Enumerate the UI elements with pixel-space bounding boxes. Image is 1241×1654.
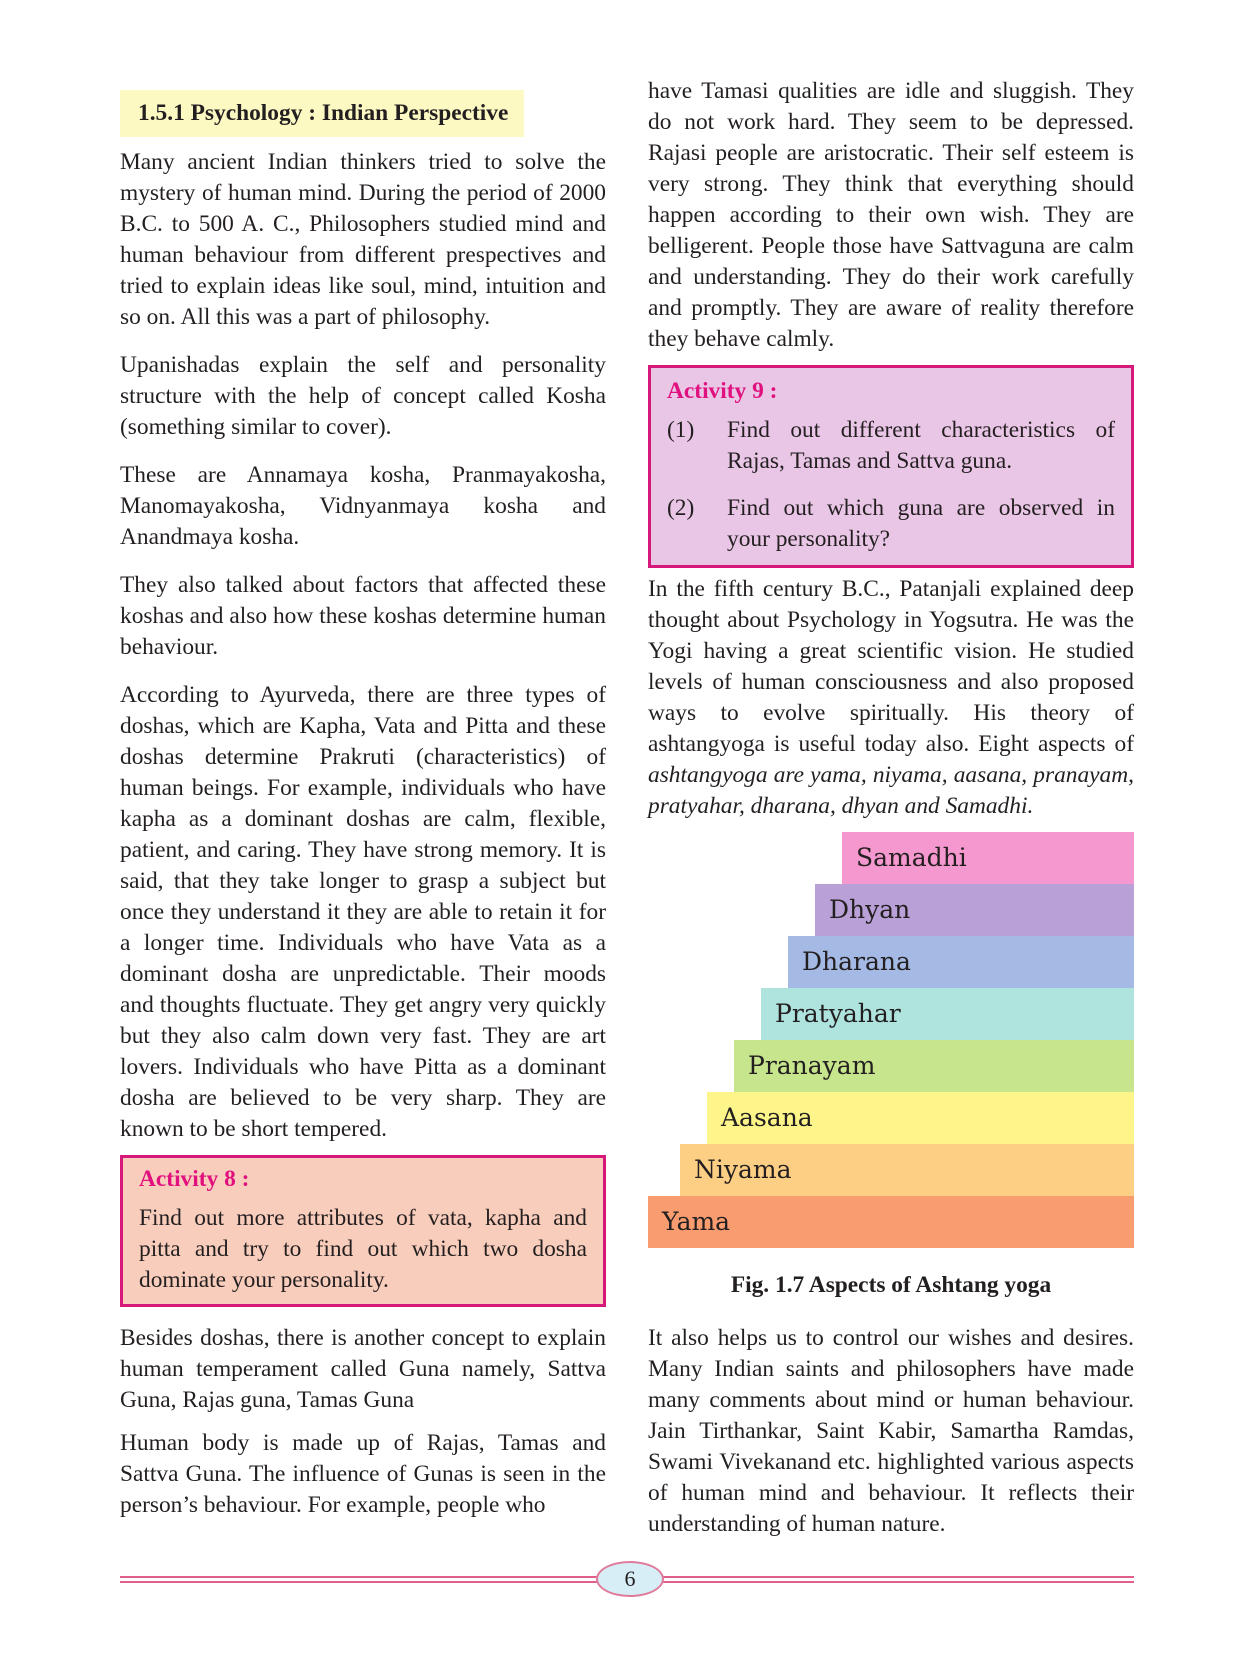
activity-9-item-number: (1) <box>667 417 695 443</box>
patanjali-italic-text: ashtangyoga are yama, niyama, aasana, pranayam, pratyahar, dharana, dhyan and Samadhi. <box>648 762 1134 819</box>
activity-9-item-text: Find out which guna are observed in your personality? <box>727 495 1115 552</box>
step-dharana: Dharana <box>788 936 1134 988</box>
paragraph-upanishadas: Upanishadas explain the self and personality structure with the help of concept called Kosha (something similar to cover). <box>120 352 606 440</box>
paragraph-patanjali <box>648 574 1134 822</box>
paragraph-human-body: Human body is made up of Rajas, Tamas and Sattva Guna. The influence of Gunas is seen in the person’s behaviour. For example, people who <box>120 1430 606 1518</box>
section-heading: 1.5.1 Psychology : Indian Perspective <box>120 90 524 137</box>
step-niyama: Niyama <box>680 1144 1134 1196</box>
step-yama: Yama <box>648 1196 1134 1248</box>
activity-9-item-number: (2) <box>667 495 695 521</box>
step-aasana: Aasana <box>707 1092 1134 1144</box>
activity-8-box <box>120 1155 606 1307</box>
paragraph-guna: Besides doshas, there is another concept to explain human temperament called Guna namely, Sattva Guna, Rajas guna, Tamas Guna <box>120 1325 606 1413</box>
activity-9-item <box>667 493 1115 555</box>
step-samadhi: Samadhi <box>842 832 1134 884</box>
ashtang-yoga-staircase <box>648 832 1134 1248</box>
step-dhyan: Dhyan <box>815 884 1134 936</box>
figure-caption: Fig. 1.7 Aspects of Ashtang yoga <box>730 1272 1052 1298</box>
paragraph-tamasi: have Tamasi qualities are idle and sluggish. They do not work hard. They seem to be depressed. Rajasi people are aristocratic. Their self esteem is very strong. They think that everything should happen according to their own wish. They are belligerent. People those have Sattvaguna are calm and understanding. They do their work carefully and promptly. They are aware of reality therefore they behave calmly. <box>648 78 1134 352</box>
patanjali-text: In the fifth century B.C., Patanjali explained deep thought about Psychology in Yogsutra. He was the Yogi having a great scientific vision. He studied levels of human consciousness and also proposed ways to evolve spiritually. His theory of ashtangyoga is useful today also. Eight aspects of <box>648 576 1134 757</box>
step-pranayam: Pranayam <box>734 1040 1134 1092</box>
activity-9-box <box>648 365 1134 568</box>
paragraph-ayurveda: According to Ayurveda, there are three types of doshas, which are Kapha, Vata and Pitta and these doshas determine Prakruti (characteristics) of human beings. For example, individuals who have kapha as a dominant doshas are calm, flexible, patient, and caring. They have strong memory. It is said, that they take longer to grasp a subject but once they understand it they are able to retain it for a longer time. Individuals who have Vata as a dominant dosha are unpredictable. Their moods and thoughts fluctuate. They get angry very quickly but they also calm down very fast. They are art lovers. Individuals who have Pitta as a dominant dosha are believed to be very sharp. They are known to be short tempered. <box>120 682 606 1142</box>
activity-8-title: Activity 8 : <box>139 1166 250 1192</box>
activity-9-list <box>667 415 1115 555</box>
left-column <box>120 78 606 1521</box>
paragraph-koshas-factors: They also talked about factors that affected these koshas and also how these koshas determine human behaviour. <box>120 572 606 660</box>
paragraph-ancient-thinkers: Many ancient Indian thinkers tried to solve the mystery of human mind. During the period of 2000 B.C. to 500 A. C., Philosophers studied mind and human behaviour from different prespectives and tried to explain ideas like soul, mind, intuition and so on. All this was a part of philosophy. <box>120 149 606 330</box>
activity-8-text: Find out more attributes of vata, kapha and pitta and try to find out which two dosha dominate your personality. <box>139 1205 587 1293</box>
activity-9-item <box>667 415 1115 477</box>
paragraph-koshas-list: These are Annamaya kosha, Pranmayakosha, Manomayakosha, Vidnyanmaya kosha and Anandmaya kosha. <box>120 462 606 550</box>
paragraph-wishes: It also helps us to control our wishes and desires. Many Indian saints and philosophers have made many comments about mind or human behaviour. Jain Tirthankar, Saint Kabir, Samartha Ramdas, Swami Vivekanand etc. highlighted various aspects of human mind and behaviour. It reflects their understanding of human nature. <box>648 1325 1134 1537</box>
step-pratyahar: Pratyahar <box>761 988 1134 1040</box>
activity-9-item-text: Find out different characteristics of Rajas, Tamas and Sattva guna. <box>727 417 1115 474</box>
page-number: 6 <box>596 1561 664 1597</box>
activity-9-title: Activity 9 : <box>667 378 778 404</box>
right-column <box>648 76 1134 1540</box>
